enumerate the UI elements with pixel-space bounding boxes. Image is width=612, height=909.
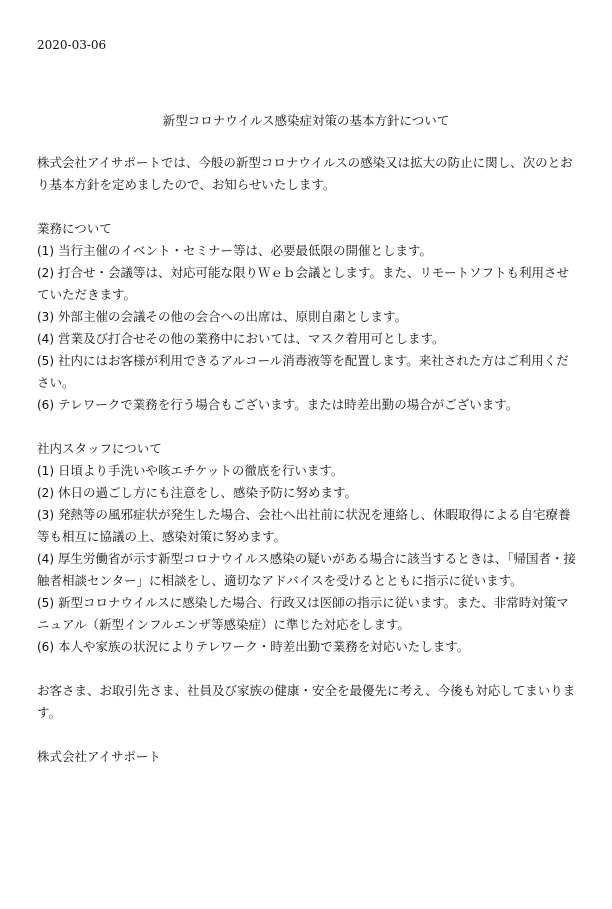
staff-item-5 (37, 592, 577, 636)
item-number: (2) (37, 266, 54, 280)
item-number: (3) (37, 310, 54, 324)
spacer (37, 724, 577, 746)
item-text: 休日の過ごし方にも注意をし、感染予防に努めます。 (54, 485, 357, 500)
item-number: (5) (37, 596, 54, 610)
item-number: (1) (37, 464, 54, 478)
spacer (37, 658, 577, 680)
document-title: 新型コロナウイルス感染症対策の基本方針について (162, 113, 450, 128)
item-number: (5) (37, 354, 54, 368)
document-date: 2020-03-06 (37, 38, 107, 52)
business-item-4 (37, 328, 577, 350)
item-number: (4) (37, 552, 54, 566)
item-text: 日頃より手洗いや咳エチケットの徹底を行います。 (54, 463, 344, 478)
item-text: 社内にはお客様が利用できるアルコール消毒液等を配置します。来社された方はご利用ください。 (37, 353, 569, 390)
item-text: テレワークで業務を行う場合もございます。または時差出勤の場合がございます。 (54, 397, 519, 412)
item-text: 当行主催のイベント・セミナー等は、必要最低限の開催とします。 (54, 243, 432, 258)
item-number: (2) (37, 486, 54, 500)
item-number: (4) (37, 332, 54, 346)
business-item-1 (37, 240, 577, 262)
item-number: (3) (37, 508, 54, 522)
intro-paragraph: 株式会社アイサポートでは、今般の新型コロナウイルスの感染又は拡大の防止に関し、次のとおり基本方針を定めましたので、お知らせいたします。 (37, 155, 573, 192)
item-text: 営業及び打合せその他の業務中においては、マスク着用可とします。 (54, 331, 445, 346)
item-text: 本人や家族の状況によりテレワーク・時差出勤で業務を対応いたします。 (54, 639, 470, 654)
item-text: 外部主催の会議その他の会合への出席は、原則自粛とします。 (54, 309, 407, 324)
item-text: 発熱等の風邪症状が発生した場合、会社へ出社前に状況を連絡し、休暇取得による自宅療養等も相互に協議の上、感染対策に努めます。 (37, 507, 571, 544)
spacer (37, 196, 577, 218)
staff-item-6 (37, 636, 577, 658)
business-item-3 (37, 306, 577, 328)
item-text: 打合せ・会議等は、対応可能な限りＷｅｂ会議とします。また、リモートソフトも利用させていただきます。 (37, 265, 569, 302)
document-body (37, 152, 577, 768)
staff-heading: 社内スタッフについて (37, 441, 162, 456)
staff-item-3 (37, 504, 577, 548)
business-item-2 (37, 262, 577, 306)
item-number: (6) (37, 398, 54, 412)
staff-item-2 (37, 482, 577, 504)
item-text: 厚生労働省が示す新型コロナウイルス感染の疑いがある場合に該当するときは、「帰国者・接触者相談センター」に相談をし、適切なアドバイスを受けるとともに指示に従います。 (37, 551, 576, 588)
item-text: 新型コロナウイルスに感染した場合、行政又は医師の指示に従います。また、非常時対策マニュアル（新型インフルエンザ等感染症）に準じた対応をします。 (37, 595, 569, 632)
staff-item-1 (37, 460, 577, 482)
item-number: (6) (37, 640, 54, 654)
business-heading: 業務について (37, 221, 112, 236)
staff-item-4 (37, 548, 577, 592)
spacer (37, 416, 577, 438)
signature: 株式会社アイサポート (37, 749, 161, 764)
business-item-6 (37, 394, 577, 416)
item-number: (1) (37, 244, 54, 258)
closing-paragraph: お客さま、お取引先さま、社員及び家族の健康・安全を最優先に考え、今後も対応してまいります。 (37, 683, 576, 720)
business-item-5 (37, 350, 577, 394)
